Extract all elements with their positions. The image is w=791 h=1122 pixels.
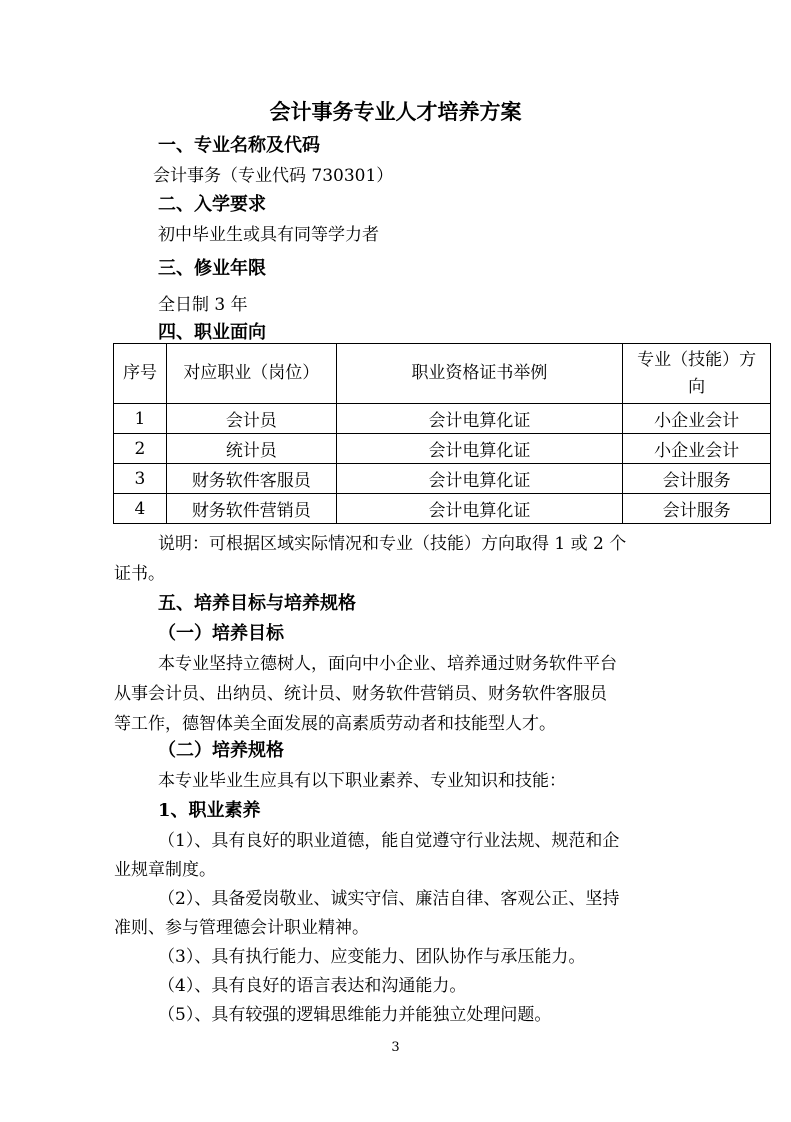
section-3-body: 全日制 3 年 (158, 295, 248, 315)
table-header-row (114, 344, 771, 404)
table-cell: 小企业会计 (623, 404, 771, 434)
table-row (114, 434, 771, 464)
subsection-2-heading: （二）培养规格 (158, 740, 284, 761)
table-cell: 2 (114, 434, 167, 464)
table-note-line: 证书。 (114, 564, 165, 584)
section-3-heading: 三、修业年限 (158, 258, 266, 279)
paragraph-line: （4）、具有良好的语言表达和沟通能力。 (158, 976, 467, 996)
table-row (114, 404, 771, 434)
table-header-cell (623, 344, 771, 404)
table-cell: 3 (114, 464, 167, 494)
table-cell: 会计电算化证 (336, 494, 623, 524)
table-header-text: 向 (688, 376, 706, 397)
table-cell: 小企业会计 (623, 434, 771, 464)
paragraph-line: 业规章制度。 (114, 860, 216, 880)
table-cell: 1 (114, 404, 167, 434)
table-header-text: 专业（技能）方 (637, 349, 757, 370)
table-note-line: 说明：可根据区域实际情况和专业（技能）方向取得 1 或 2 个 (158, 534, 627, 554)
table-row (114, 464, 771, 494)
paragraph-line: 准则、参与管理德会计职业精神。 (114, 918, 369, 938)
table-cell: 会计电算化证 (336, 404, 623, 434)
table-cell: 会计服务 (623, 494, 771, 524)
table-cell: 会计员 (166, 404, 336, 434)
section-5-heading: 五、培养目标与培养规格 (158, 593, 356, 614)
table-cell: 会计服务 (623, 464, 771, 494)
document-title: 会计事务专业人才培养方案 (269, 99, 522, 124)
subsection-1-heading: （一）培养目标 (158, 623, 284, 644)
table-cell: 会计电算化证 (336, 434, 623, 464)
paragraph-line: （1）、具有良好的职业道德，能自觉遵守行业法规、规范和企 (158, 831, 620, 851)
table-cell: 会计电算化证 (336, 464, 623, 494)
paragraph-line: 本专业坚持立德树人，面向中小企业、培养通过财务软件平台 (158, 654, 617, 674)
section-2-body: 初中毕业生或具有同等学力者 (158, 225, 379, 245)
paragraph-line: （3）、具有执行能力、应变能力、团队协作与承压能力。 (158, 947, 586, 967)
table-cell: 财务软件营销员 (166, 494, 336, 524)
table-header-cell: 职业资格证书举例 (336, 344, 623, 404)
table-row (114, 494, 771, 524)
paragraph-line: 从事会计员、出纳员、统计员、财务软件营销员、财务软件客服员 (114, 684, 607, 704)
section-1-body: 会计事务（专业代码 730301） (153, 166, 394, 186)
table-cell: 统计员 (166, 434, 336, 464)
paragraph-line: 等工作，德智体美全面发展的高素质劳动者和技能型人才。 (114, 714, 556, 734)
table-header-cell: 序号 (114, 344, 167, 404)
occupation-table (113, 343, 771, 524)
section-2-heading: 二、入学要求 (158, 194, 266, 215)
table-header-cell: 对应职业（岗位） (166, 344, 336, 404)
table-cell: 财务软件客服员 (166, 464, 336, 494)
paragraph-line: （2）、具备爱岗敬业、诚实守信、廉洁自律、客观公正、坚持 (158, 889, 620, 909)
table-cell: 4 (114, 494, 167, 524)
page-number: 3 (391, 1040, 400, 1055)
paragraph-line: （5）、具有较强的逻辑思维能力并能独立处理问题。 (158, 1005, 552, 1025)
section-1-heading: 一、专业名称及代码 (158, 135, 320, 156)
paragraph-line: 本专业毕业生应具有以下职业素养、专业知识和技能： (158, 771, 566, 791)
section-4-heading: 四、职业面向 (158, 322, 266, 343)
item-1-heading: 1、职业素养 (158, 800, 261, 821)
